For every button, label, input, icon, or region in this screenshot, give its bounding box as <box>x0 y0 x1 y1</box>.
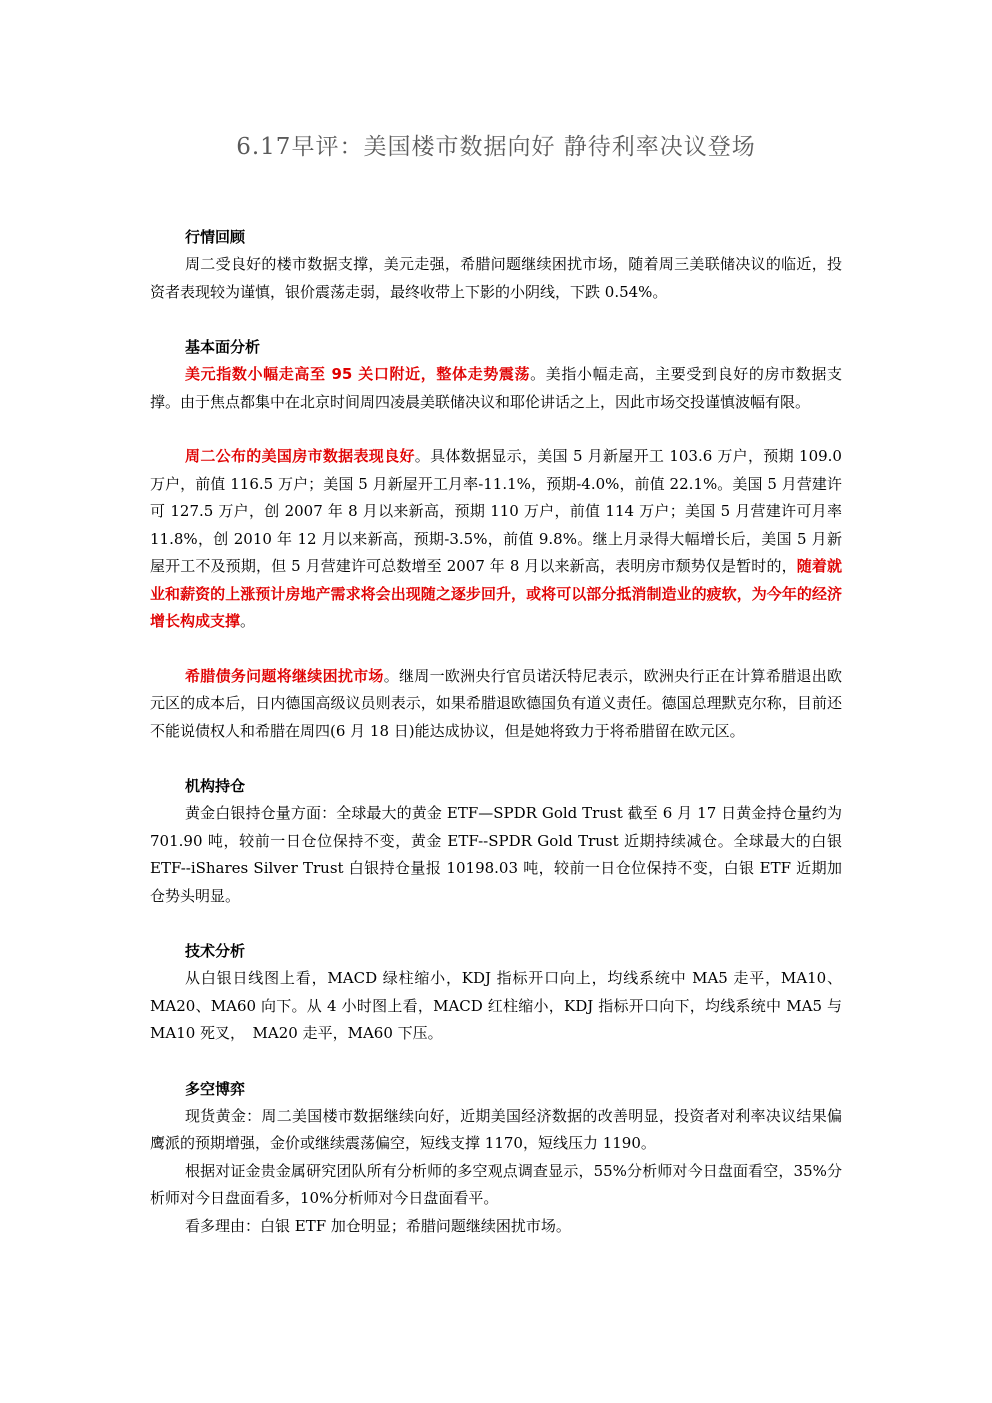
section-market-review <box>150 223 842 306</box>
paragraph <box>150 361 842 416</box>
paragraph: 现货黄金：周二美国楼市数据继续向好，近期美国经济数据的改善明显，投资者对利率决议结果偏鹰派的预期增强，金价或继续震荡偏空，短线支撑 1170，短线压力 1190。 <box>150 1106 842 1152</box>
section-heading: 多空博弈 <box>185 1079 246 1098</box>
paragraph <box>150 663 842 746</box>
body-text: 。美指小幅走高，主要受到良好的房市数据支撑。由于焦点都集中在北京时间周四凌晨美联储决议和耶伦讲话之上，因此市场交投谨慎波幅有限。 <box>150 365 842 411</box>
highlight-text: 周二公布的美国房市数据表现良好 <box>185 447 415 465</box>
section-fundamental-analysis <box>150 333 842 745</box>
section-heading: 机构持仓 <box>185 777 246 795</box>
section-heading: 技术分析 <box>185 942 246 960</box>
paragraph: 从白银日线图上看，MACD 绿柱缩小，KDJ 指标开口向上，均线系统中 MA5 走平，MA10、MA20、MA60 向下。从 4 小时图上看，MACD 红柱缩小，KDJ 指标开口向下，均线系统中 MA5 与 MA10 死叉， MA20 走平，MA60 下压。 <box>150 969 842 1042</box>
section-heading: 基本面分析 <box>185 338 261 356</box>
section-institutional-positions <box>150 772 842 910</box>
paragraph <box>150 443 842 636</box>
body-text: 。具体数据显示，美国 5 月新屋开工 103.6 万户，预期 109.0 万户，前值 116.5 万户；美国 5 月新屋开工月率-11.1%，预期-4.0%，前值 22.1%。美国 5 月营建许可 127.5 万户，创 2007 年 8 月以来新高，预期 110 万户，前值 114 万户；美国 5 月营建许可月率 11.8%，创 2010 年 12 月以来新高，预期-3.5%，前值 9.8%。继上月录得大幅增长后，美国 5 月新屋开工不及预期，但 5 月营建许可总数增至 2007 年 8 月以来新高，表明房市颓势仅是暂时的， <box>150 447 842 575</box>
highlight-text: 美元指数小幅走高至 95 关口附近，整体走势震荡 <box>185 365 531 383</box>
paragraph: 根据对证金贵金属研究团队所有分析师的多空观点调查显示，55%分析师对今日盘面看空，35%分析师对今日盘面看多，10%分析师对今日盘面看平。 <box>150 1161 842 1207</box>
section-heading: 行情回顾 <box>185 228 246 246</box>
page-title: 6.17早评：美国楼市数据向好 静待利率决议登场 <box>236 134 756 160</box>
paragraph: 看多理由：白银 ETF 加仓明显；希腊问题继续困扰市场。 <box>185 1216 571 1235</box>
highlight-text: 随着就业和薪资的上涨预计房地产需求将会出现随之逐步回升，或将可以部分抵消制造业的疲软，为今年的经济增长构成支撑 <box>150 557 842 630</box>
highlight-text: 希腊债务问题将继续困扰市场 <box>185 666 384 685</box>
section-bull-bear <box>150 1075 842 1241</box>
paragraph: 周二受良好的楼市数据支撑，美元走强，希腊问题继续困扰市场，随着周三美联储决议的临近，投资者表现较为谨慎，银价震荡走弱，最终收带上下影的小阴线，下跌 0.54%。 <box>150 255 842 301</box>
body-text: 。继周一欧洲央行官员诺沃特尼表示，欧洲央行正在计算希腊退出欧元区的成本后，日内德国高级议员则表示，如果希腊退欧德国负有道义责任。德国总理默克尔称，目前还不能说债权人和希腊在周四(6 月 18 日)能达成协议，但是她将致力于将希腊留在欧元区。 <box>150 666 842 740</box>
paragraph: 黄金白银持仓量方面：全球最大的黄金 ETF—SPDR Gold Trust 截至 6 月 17 日黄金持仓量约为 701.90 吨，较前一日仓位保持不变，黄金 ETF--SPDR Gold Trust 近期持续减仓。全球最大的白银 ETF--iShares Silver Trust 白银持仓量报 10198.03 吨，较前一日仓位保持不变，白银 ETF 近期加仓势头明显。 <box>150 804 842 905</box>
body-text: 。 <box>240 612 256 630</box>
section-technical-analysis <box>150 937 842 1048</box>
